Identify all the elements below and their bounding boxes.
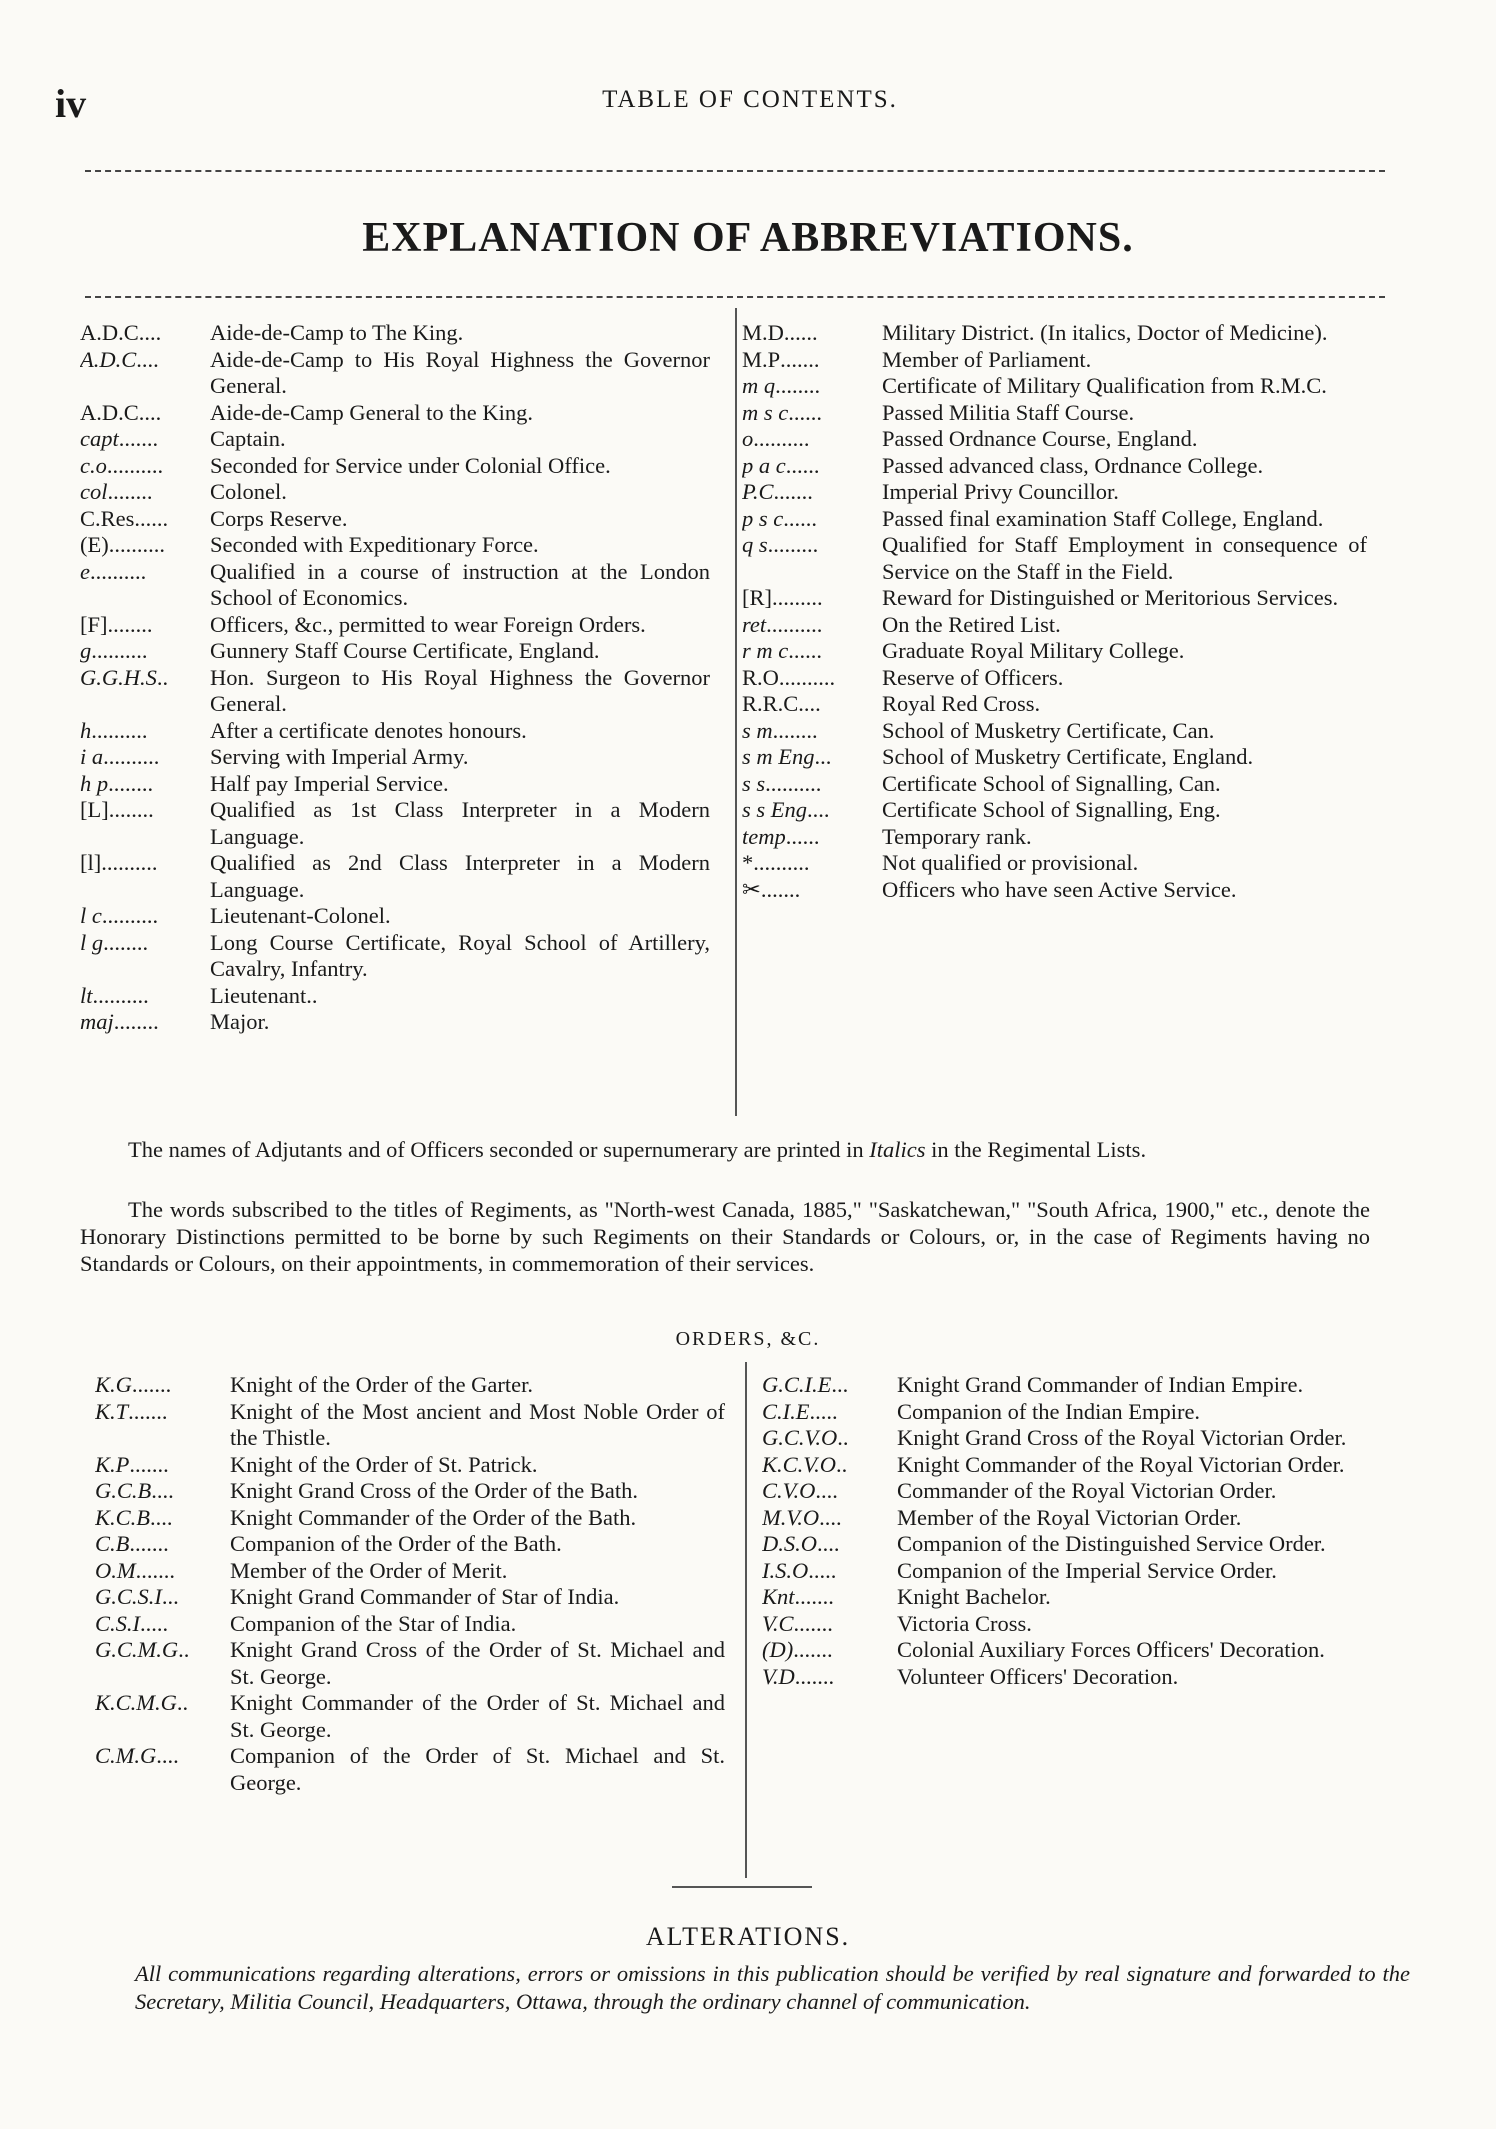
abbreviation-description: Colonial Auxiliary Forces Officers' Decoration.: [897, 1637, 1325, 1662]
entry-row: [742, 479, 1367, 506]
abbreviation: K.C.V.O: [762, 1451, 836, 1477]
leader-dots: .......: [793, 1610, 833, 1636]
leader-dots: ..........: [765, 770, 822, 796]
abbreviation-description: Seconded with Expeditionary Force.: [210, 532, 539, 557]
alterations-text: All communications regarding alterations, errors or omissions in this publication should be verified by real signature and forwarded to the Secretary, Militia Council, Headquarters, Ottawa, through the ordinary channel of communication.: [135, 1961, 1410, 2014]
leader-dots: ..........: [753, 850, 810, 875]
abbreviation: V.D: [762, 1663, 795, 1689]
leader-dots: ..: [837, 1425, 849, 1450]
abbreviation-description: Major.: [210, 1009, 270, 1034]
entry-row: [742, 585, 1367, 612]
leader-dots: ........: [107, 479, 153, 504]
entry-row: [80, 479, 710, 506]
abbreviation: K.G: [95, 1372, 132, 1397]
leader-dots: .....: [809, 1398, 838, 1424]
abbreviation-description: Member of the Royal Victorian Order.: [897, 1504, 1242, 1530]
entry-row: [80, 612, 710, 639]
leader-dots: ......: [783, 505, 817, 531]
abbreviation-description: Hon. Surgeon to His Royal Highness the Governor General.: [210, 664, 710, 716]
entry-row: [80, 638, 710, 665]
leader-dots: ......: [788, 638, 822, 663]
header-rule: [85, 170, 1385, 172]
abbreviation-description: School of Musketry Certificate, Can.: [882, 717, 1215, 743]
entry-row: [95, 1399, 725, 1452]
leader-dots: ..........: [90, 558, 147, 584]
entry-row: [742, 532, 1367, 585]
abbreviation: V.C: [762, 1610, 794, 1636]
entry-row: [742, 638, 1367, 665]
leader-dots: ..........: [106, 452, 164, 478]
leader-dots: ........: [113, 1009, 159, 1034]
abbreviation-description: Imperial Privy Councillor.: [882, 479, 1119, 504]
abbreviation-description: Knight Grand Cross of the Order of St. Michael and St. George.: [230, 1637, 725, 1689]
abbreviation: ret: [742, 611, 767, 637]
abbreviation-description: Companion of the Indian Empire.: [897, 1398, 1201, 1424]
abbreviation-description: Gunnery Staff Course Certificate, England.: [210, 638, 600, 663]
entry-row: [80, 771, 710, 798]
entry-row: [762, 1399, 1387, 1426]
leader-dots: ..........: [108, 532, 165, 557]
leader-dots: .......: [118, 426, 159, 451]
entry-row: [762, 1584, 1387, 1611]
entry-row: [80, 930, 710, 983]
entry-row: [742, 665, 1367, 692]
abbreviation: K.T: [95, 1398, 129, 1424]
leader-dots: ..: [178, 1637, 190, 1662]
entry-row: [742, 612, 1367, 639]
entry-row: [95, 1372, 725, 1399]
leader-dots: ...: [831, 1372, 849, 1397]
entry-row: [95, 1690, 725, 1743]
abbreviation: q s: [742, 532, 768, 557]
orders-column-divider: [745, 1362, 747, 1878]
abbreviation: [F]: [80, 611, 108, 637]
page-number: iv: [55, 81, 87, 126]
leader-dots: ..........: [753, 426, 810, 451]
leader-dots: ....: [136, 346, 159, 372]
entry-row: [80, 347, 710, 400]
abbreviation-description: Qualified in a course of instruction at the London School of Economics.: [210, 558, 710, 610]
abbreviation: G.C.V.O: [762, 1425, 838, 1450]
abbreviation-description: Lieutenant..: [210, 982, 318, 1008]
leader-dots: .......: [129, 1451, 169, 1477]
abbreviation-description: Qualified for Staff Employment in consequence of Service on the Staff in the Field.: [882, 532, 1367, 584]
abbreviation-description: Colonel.: [210, 479, 287, 504]
leader-dots: ......: [785, 823, 820, 849]
abbreviation: c.o: [80, 452, 107, 478]
abbreviation: l g: [80, 929, 104, 955]
abbreviation-description: Knight Commander of the Order of St. Michael and St. George.: [230, 1690, 725, 1742]
abbreviation-description: Aide-de-Camp to The King.: [210, 320, 464, 345]
abbreviation: r m c: [742, 638, 789, 663]
abbreviation: K.C.M.G: [95, 1690, 177, 1715]
leader-dots: ..........: [778, 664, 836, 690]
entry-row: [742, 453, 1367, 480]
abbreviation-description: Victoria Cross.: [897, 1610, 1032, 1636]
leader-dots: ....: [807, 797, 830, 822]
abbreviation: m q: [742, 373, 776, 398]
entry-row: [742, 400, 1367, 427]
alterations-title: ALTERATIONS.: [645, 1922, 851, 1951]
abbreviation: h p: [80, 770, 109, 796]
abbreviation: C.S.I: [95, 1610, 140, 1636]
entry-row: [762, 1558, 1387, 1585]
entry-row: [95, 1452, 725, 1479]
abbreviation-description: After a certificate denotes honours.: [210, 717, 527, 743]
abbreviation-description: Knight of the Most ancient and Most Noble Order of the Thistle.: [230, 1398, 725, 1450]
orders-heading: ORDERS, &C.: [675, 1328, 821, 1350]
abbreviation: C.Res: [80, 505, 135, 531]
entry-row: [80, 665, 710, 718]
leader-dots: ....: [151, 1478, 174, 1503]
entry-row: [762, 1478, 1387, 1505]
abbreviation: G.C.I.E: [762, 1372, 832, 1397]
abbreviation-description: Temporary rank.: [882, 823, 1032, 849]
abbreviation: lt: [80, 982, 93, 1008]
abbreviation: s m Eng: [742, 744, 815, 769]
abbreviation: capt: [80, 426, 119, 451]
leader-dots: ........: [108, 770, 154, 796]
abbreviation: s m: [742, 717, 773, 743]
abbreviation: i a: [80, 744, 104, 769]
abbreviation: e: [80, 558, 90, 584]
abbreviation-description: Knight Grand Cross of the Royal Victorian Order.: [897, 1425, 1347, 1450]
abbreviation-description: Military District. (In italics, Doctor of Medicine).: [882, 320, 1328, 345]
entry-row: [742, 426, 1367, 453]
entry-row: [95, 1637, 725, 1690]
running-title: TABLE OF CONTENTS.: [602, 86, 898, 113]
leader-dots: ....: [817, 1531, 840, 1556]
abbreviations-right-column: [742, 320, 1367, 903]
entry-row: [742, 347, 1367, 374]
leader-dots: ..........: [92, 982, 149, 1008]
abbreviation-description: Passed advanced class, Ordnance College.: [882, 452, 1264, 478]
entry-row: [742, 718, 1367, 745]
leader-dots: .......: [794, 1663, 835, 1689]
abbreviation: I.S.O: [762, 1557, 809, 1583]
abbreviation: G.C.M.G: [95, 1637, 179, 1662]
abbreviation: G.C.B: [95, 1478, 152, 1503]
abbreviation: K.C.B: [95, 1504, 151, 1530]
abbreviation: A.D.C: [80, 320, 139, 345]
abbreviation-description: Member of the Order of Merit.: [230, 1557, 508, 1583]
entry-row: [742, 771, 1367, 798]
abbreviation-description: Reserve of Officers.: [882, 664, 1064, 690]
abbreviation: G.C.S.I: [95, 1584, 162, 1609]
abbreviation-description: Aide-de-Camp General to the King.: [210, 399, 534, 425]
abbreviation: R.O: [742, 664, 779, 690]
leader-dots: ..: [156, 664, 169, 690]
abbreviation-description: Certificate School of Signalling, Eng.: [882, 797, 1221, 822]
abbreviation: *: [742, 850, 754, 875]
abbreviation-description: School of Musketry Certificate, England.: [882, 744, 1254, 769]
abbreviation-description: Not qualified or provisional.: [882, 850, 1139, 875]
entry-row: [95, 1505, 725, 1532]
entry-row: [80, 426, 710, 453]
entry-row: [80, 718, 710, 745]
entry-row: [95, 1558, 725, 1585]
leader-dots: .......: [773, 479, 813, 504]
entry-row: [95, 1611, 725, 1638]
abbreviation-description: On the Retired List.: [882, 611, 1061, 637]
entry-row: [95, 1743, 725, 1796]
entry-row: [80, 744, 710, 771]
abbreviation: K.P: [95, 1451, 130, 1477]
leader-dots: ....: [819, 1504, 842, 1530]
leader-dots: .........: [772, 585, 823, 610]
leader-dots: ..........: [91, 638, 148, 663]
abbreviation: M.D: [742, 320, 784, 345]
entry-row: [80, 400, 710, 427]
leader-dots: .....: [808, 1557, 837, 1583]
abbreviation: m s c: [742, 399, 789, 425]
entry-row: [80, 983, 710, 1010]
abbreviation: C.M.G: [95, 1743, 157, 1768]
abbreviation-description: Lieutenant-Colonel.: [210, 903, 391, 928]
abbreviation-description: Knight Commander of the Order of the Bath.: [230, 1504, 637, 1530]
abbreviation-description: Corps Reserve.: [210, 505, 348, 531]
entry-row: [80, 559, 710, 612]
abbreviation: R.R.C: [742, 691, 799, 716]
entry-row: [762, 1611, 1387, 1638]
orders-right-column: [762, 1372, 1387, 1690]
entry-row: [742, 744, 1367, 771]
abbreviation: P.C: [742, 479, 774, 504]
abbreviation-description: Volunteer Officers' Decoration.: [897, 1663, 1179, 1689]
entry-row: [80, 453, 710, 480]
abbreviation-description: Knight of the Order of the Garter.: [230, 1372, 534, 1397]
leader-dots: ....: [798, 691, 821, 716]
abbreviation: ✂: [742, 876, 761, 902]
entry-row: [80, 850, 710, 903]
abbreviation-description: Member of Parliament.: [882, 346, 1092, 372]
entry-row: [742, 320, 1367, 347]
column-divider: [735, 308, 737, 1116]
leader-dots: .......: [135, 1557, 175, 1583]
abbreviation: g: [80, 638, 92, 663]
abbreviation-description: Reward for Distinguished or Meritorious Services.: [882, 585, 1339, 610]
leader-dots: ........: [775, 373, 821, 398]
abbreviation: G.G.H.S: [80, 664, 157, 690]
abbreviation: [l]: [80, 850, 102, 875]
leader-dots: ..........: [91, 717, 148, 743]
note-honorary-distinctions: The words subscribed to the titles of Regiments, as "North-west Canada, 1885," "Saskatchewan," "South Africa, 1900," etc., denote the Honorary Distinctions permitted to be borne by such Regiments on their Standards or Colours, or, in the case of Regiments having no Standards or Colours, on their appointments, in commemoration of their services.: [80, 1197, 1370, 1276]
leader-dots: ..: [835, 1451, 848, 1477]
page-header: [55, 80, 1445, 126]
abbreviation-description: Half pay Imperial Service.: [210, 770, 449, 796]
abbreviation-description: Passed final examination Staff College, England.: [882, 505, 1324, 531]
section-rule: [672, 1886, 812, 1888]
entry-row: [762, 1372, 1387, 1399]
leader-dots: ...: [814, 744, 832, 769]
leader-dots: .......: [780, 346, 820, 372]
abbreviation-description: Qualified as 1st Class Interpreter in a Modern Language.: [210, 797, 710, 849]
leader-dots: ....: [138, 320, 162, 345]
abbreviation-description: Certificate of Military Qualification from R.M.C.: [882, 373, 1327, 398]
abbreviation-description: Officers who have seen Active Service.: [882, 876, 1237, 902]
abbreviation: p a c: [742, 452, 786, 478]
leader-dots: ..: [176, 1690, 189, 1715]
entry-row: [742, 797, 1367, 824]
leader-dots: .......: [128, 1398, 168, 1424]
entry-row: [742, 506, 1367, 533]
abbreviation-description: Companion of the Order of the Bath.: [230, 1531, 562, 1556]
abbreviation-description: Knight of the Order of St. Patrick.: [230, 1451, 538, 1477]
abbreviation: C.B: [95, 1531, 130, 1556]
entry-row: [80, 320, 710, 347]
leader-dots: ..........: [766, 611, 823, 637]
leader-dots: ....: [150, 1504, 173, 1530]
leader-dots: .......: [131, 1372, 172, 1397]
abbreviation-description: Qualified as 2nd Class Interpreter in a Modern Language.: [210, 850, 710, 902]
entry-row: [80, 532, 710, 559]
entry-row: [762, 1637, 1387, 1664]
abbreviation-description: Aide-de-Camp to His Royal Highness the Governor General.: [210, 346, 710, 398]
abbreviation-description: Long Course Certificate, Royal School of Artillery, Cavalry, Infantry.: [210, 929, 710, 981]
entry-row: [742, 691, 1367, 718]
abbreviation-description: Seconded for Service under Colonial Office.: [210, 452, 611, 478]
abbreviation-description: Companion of the Imperial Service Order.: [897, 1557, 1277, 1583]
abbreviation: s s: [742, 770, 766, 796]
abbreviation: A.D.C: [80, 346, 137, 372]
title-rule: [85, 296, 1385, 298]
entry-row: [762, 1531, 1387, 1558]
abbreviation-description: Captain.: [210, 426, 286, 451]
abbreviation: M.P: [742, 346, 781, 372]
abbreviation-description: Certificate School of Signalling, Can.: [882, 770, 1221, 796]
entry-row: [742, 850, 1367, 877]
leader-dots: .......: [794, 1584, 834, 1609]
abbreviation: [L]: [80, 797, 109, 822]
abbreviation-description: Knight Grand Cross of the Order of the Bath.: [230, 1478, 639, 1503]
abbreviation: M.V.O: [762, 1504, 820, 1530]
abbreviations-left-column: [80, 320, 710, 1036]
leader-dots: ...: [161, 1584, 179, 1609]
abbreviation-description: Companion of the Order of St. Michael and St. George.: [230, 1743, 725, 1795]
abbreviation: maj: [80, 1009, 114, 1034]
leader-dots: ......: [783, 320, 818, 345]
leader-dots: ......: [134, 505, 169, 531]
abbreviation: O.M: [95, 1557, 136, 1583]
entry-row: [762, 1505, 1387, 1532]
abbreviation: temp: [742, 823, 786, 849]
leader-dots: .......: [760, 876, 801, 902]
leader-dots: .....: [140, 1610, 169, 1636]
leader-dots: ......: [785, 452, 820, 478]
abbreviation-description: Commander of the Royal Victorian Order.: [897, 1478, 1277, 1503]
leader-dots: .........: [767, 532, 819, 557]
entry-row: [80, 797, 710, 850]
abbreviation: Knt: [762, 1584, 795, 1609]
abbreviation-description: Officers, &c., permitted to wear Foreign Orders.: [210, 611, 646, 637]
leader-dots: ......: [788, 399, 822, 425]
entry-row: [95, 1531, 725, 1558]
abbreviation: C.I.E: [762, 1398, 810, 1424]
abbreviation-description: Companion of the Distinguished Service Order.: [897, 1531, 1326, 1556]
entry-row: [762, 1664, 1387, 1691]
abbreviation-description: Serving with Imperial Army.: [210, 744, 469, 769]
abbreviation-description: Knight Bachelor.: [897, 1584, 1051, 1609]
leader-dots: ........: [772, 717, 818, 743]
abbreviation-description: Knight Grand Commander of Star of India.: [230, 1584, 620, 1609]
leader-dots: ........: [107, 611, 153, 637]
leader-dots: ....: [138, 399, 162, 425]
entry-row: [80, 1009, 710, 1036]
abbreviation: s s Eng: [742, 797, 808, 822]
abbreviation-description: Graduate Royal Military College.: [882, 638, 1185, 663]
abbreviation: o: [742, 426, 754, 451]
abbreviation: p s c: [742, 505, 784, 531]
abbreviation-description: Knight Commander of the Royal Victorian Order.: [897, 1451, 1345, 1477]
leader-dots: ........: [103, 929, 149, 955]
entry-row: [95, 1478, 725, 1505]
leader-dots: ..........: [101, 850, 158, 875]
entry-row: [762, 1452, 1387, 1479]
abbreviation: (E): [80, 532, 109, 557]
abbreviation: D.S.O: [762, 1531, 817, 1556]
abbreviation: col: [80, 479, 108, 504]
leader-dots: .......: [793, 1637, 833, 1662]
leader-dots: ........: [108, 797, 154, 822]
orders-left-column: [95, 1372, 725, 1796]
abbreviation: C.V.O: [762, 1478, 816, 1503]
abbreviation-description: Passed Ordnance Course, England.: [882, 426, 1198, 451]
leader-dots: ..........: [103, 744, 160, 769]
entry-row: [742, 877, 1367, 904]
entry-row: [95, 1584, 725, 1611]
abbreviation-description: Royal Red Cross.: [882, 691, 1041, 716]
entry-row: [80, 506, 710, 533]
abbreviation: (D): [762, 1637, 794, 1662]
abbreviation: h: [80, 717, 92, 743]
abbreviation-description: Passed Militia Staff Course.: [882, 399, 1135, 425]
abbreviation: A.D.C: [80, 399, 139, 425]
abbreviation-description: Companion of the Star of India.: [230, 1610, 517, 1636]
leader-dots: ..........: [101, 903, 159, 928]
entry-row: [742, 373, 1367, 400]
abbreviation: [R]: [742, 585, 772, 610]
leader-dots: ....: [156, 1743, 179, 1768]
leader-dots: .......: [129, 1531, 169, 1556]
leader-dots: ....: [815, 1478, 838, 1503]
entry-row: [742, 824, 1367, 851]
note-italics: The names of Adjutants and of Officers seconded or supernumerary are printed in Italics in the Regimental Lists.: [128, 1137, 1147, 1162]
abbreviation: l c: [80, 903, 102, 928]
entry-row: [762, 1425, 1387, 1452]
abbreviation-description: Knight Grand Commander of Indian Empire.: [897, 1372, 1304, 1397]
page-title: EXPLANATION OF ABBREVIATIONS.: [362, 215, 1134, 261]
entry-row: [80, 903, 710, 930]
